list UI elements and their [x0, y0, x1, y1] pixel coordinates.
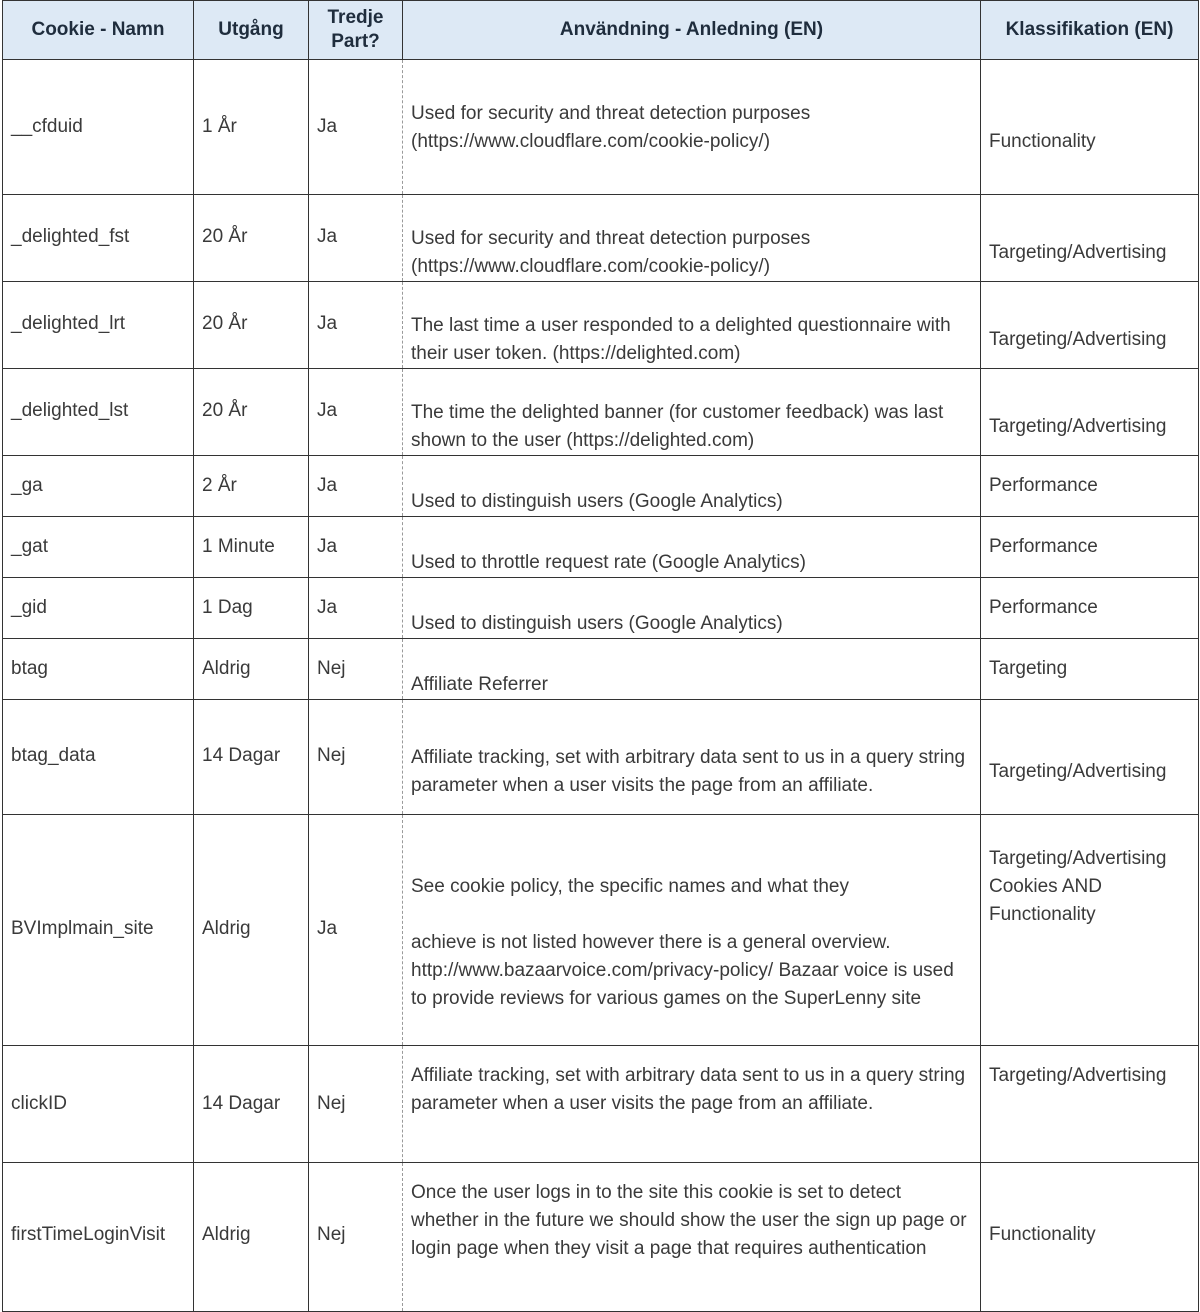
cookie-usage: Used for security and threat detection purposes (https://www.cloudflare.com/cookie-policy/)	[411, 228, 811, 277]
cookie-expiry: 20 År	[202, 313, 248, 334]
table-row	[3, 369, 1199, 456]
cookie-name: _delighted_lrt	[11, 313, 126, 334]
cell-classification	[981, 195, 1199, 282]
table-row	[3, 456, 1199, 517]
cell-usage	[403, 700, 981, 815]
cookie-usage: The time the delighted banner (for customer feedback) was last shown to the user (https://delighted.com)	[411, 402, 944, 451]
cookie-third-party: Nej	[317, 1093, 346, 1114]
cookie-table	[2, 0, 1199, 1312]
cell-third-party	[309, 195, 403, 282]
cell-usage	[403, 578, 981, 639]
cell-third-party	[309, 815, 403, 1046]
cookie-usage: Affiliate tracking, set with arbitrary data sent to us in a query string parameter when a user visits the page from an affiliate.	[411, 747, 966, 796]
cell-name	[3, 700, 194, 815]
cell-usage	[403, 456, 981, 517]
cookie-expiry: 14 Dagar	[202, 1093, 281, 1114]
cookie-expiry: 1 År	[202, 116, 237, 137]
cookie-third-party: Nej	[317, 745, 346, 766]
cell-classification	[981, 369, 1199, 456]
cell-third-party	[309, 639, 403, 700]
cell-usage	[403, 639, 981, 700]
cell-name	[3, 369, 194, 456]
cell-classification	[981, 517, 1199, 578]
cell-expiry	[194, 60, 309, 195]
cell-classification	[981, 1046, 1199, 1163]
cookie-classification: Performance	[989, 475, 1098, 496]
table-row	[3, 815, 1199, 1046]
header-expiry: Utgång	[194, 1, 309, 60]
cookie-name: firstTimeLoginVisit	[11, 1224, 166, 1245]
cookie-usage: Affiliate Referrer	[411, 674, 548, 695]
cell-usage	[403, 517, 981, 578]
cell-classification	[981, 1163, 1199, 1312]
cell-expiry	[194, 1046, 309, 1163]
cookie-expiry: 1 Minute	[202, 536, 275, 557]
cell-expiry	[194, 639, 309, 700]
cell-usage	[403, 195, 981, 282]
cookie-expiry: Aldrig	[202, 918, 251, 939]
cookie-classification: Targeting/Advertising	[989, 761, 1167, 782]
cookie-usage: Used to distinguish users (Google Analytics)	[411, 491, 783, 512]
header-third-party-line1: Tredje	[327, 7, 384, 28]
cookie-usage: Used for security and threat detection purposes (https://www.cloudflare.com/cookie-policy/)	[411, 103, 811, 152]
cookie-third-party: Ja	[317, 475, 338, 496]
cell-usage	[403, 1046, 981, 1163]
cell-third-party	[309, 1163, 403, 1312]
cell-third-party	[309, 700, 403, 815]
cookie-usage: Once the user logs in to the site this cookie is set to detect whether in the future we should show the user the sign up page or login page when they visit a page that requires authentication	[411, 1182, 967, 1259]
cookie-third-party: Ja	[317, 918, 338, 939]
table-header-row	[3, 1, 1199, 60]
cell-expiry	[194, 456, 309, 517]
table-row	[3, 517, 1199, 578]
cookie-name: _ga	[11, 475, 43, 496]
cookie-usage: Used to distinguish users (Google Analytics)	[411, 613, 783, 634]
cell-third-party	[309, 517, 403, 578]
cell-name	[3, 517, 194, 578]
cookie-third-party: Ja	[317, 400, 338, 421]
cell-third-party	[309, 578, 403, 639]
cell-third-party	[309, 60, 403, 195]
cell-classification	[981, 60, 1199, 195]
cell-usage	[403, 60, 981, 195]
cell-name	[3, 639, 194, 700]
cookie-third-party: Ja	[317, 313, 338, 334]
table-row	[3, 578, 1199, 639]
cell-third-party	[309, 282, 403, 369]
cell-classification	[981, 282, 1199, 369]
cookie-classification: Functionality	[989, 131, 1096, 152]
cell-classification	[981, 639, 1199, 700]
header-classification: Klassifikation (EN)	[981, 1, 1199, 60]
cookie-expiry: 1 Dag	[202, 597, 253, 618]
cell-expiry	[194, 282, 309, 369]
cell-name	[3, 60, 194, 195]
cell-third-party	[309, 456, 403, 517]
cookie-expiry: Aldrig	[202, 1224, 251, 1245]
cookie-third-party: Ja	[317, 597, 338, 618]
header-cookie-name: Cookie - Namn	[3, 1, 194, 60]
cell-classification	[981, 700, 1199, 815]
cell-name	[3, 1046, 194, 1163]
table-row	[3, 1163, 1199, 1312]
table-row	[3, 195, 1199, 282]
cookie-classification: Targeting/Advertising	[989, 242, 1167, 263]
cookie-usage-line1: See cookie policy, the specific names and what they	[411, 876, 849, 897]
cookie-name: btag	[11, 658, 48, 679]
cookie-usage: Affiliate tracking, set with arbitrary data sent to us in a query string parameter when a user visits the page from an affiliate.	[411, 1065, 966, 1114]
cell-expiry	[194, 195, 309, 282]
cookie-classification: Targeting/Advertising	[989, 416, 1167, 437]
cell-usage	[403, 1163, 981, 1312]
header-third-party	[309, 1, 403, 60]
cookie-classification: Targeting/Advertising	[989, 1065, 1167, 1086]
cell-name	[3, 456, 194, 517]
cell-usage	[403, 815, 981, 1046]
cookie-third-party: Nej	[317, 658, 346, 679]
cell-name	[3, 578, 194, 639]
cookie-expiry: Aldrig	[202, 658, 251, 679]
cookie-usage: Used to throttle request rate (Google Analytics)	[411, 552, 806, 573]
header-usage: Användning - Anledning (EN)	[403, 1, 981, 60]
cell-name	[3, 195, 194, 282]
cell-name	[3, 282, 194, 369]
cookie-classification: Targeting/Advertising	[989, 329, 1167, 350]
cookie-name: btag_data	[11, 745, 96, 766]
cell-classification	[981, 578, 1199, 639]
cookie-third-party: Ja	[317, 116, 338, 137]
cookie-third-party: Ja	[317, 226, 338, 247]
cell-usage	[403, 369, 981, 456]
cookie-name: __cfduid	[11, 116, 83, 137]
cookie-usage-line2: achieve is not listed however there is a general overview. http://www.bazaarvoice.com/privacy-policy/ Bazaar voice is used to provide reviews for various games on the SuperLenny site	[411, 932, 954, 1009]
cell-name	[3, 1163, 194, 1312]
cell-third-party	[309, 1046, 403, 1163]
cookie-classification: Performance	[989, 536, 1098, 557]
cell-expiry	[194, 1163, 309, 1312]
cell-usage	[403, 282, 981, 369]
cookie-usage: The last time a user responded to a delighted questionnaire with their user token. (https://delighted.com)	[411, 315, 951, 364]
cookie-name: _gat	[11, 536, 48, 557]
cookie-classification: Targeting	[989, 658, 1068, 679]
cookie-expiry: 20 År	[202, 400, 248, 421]
cookie-expiry: 2 År	[202, 475, 237, 496]
table-row	[3, 639, 1199, 700]
cookie-third-party: Ja	[317, 536, 338, 557]
cell-classification	[981, 815, 1199, 1046]
table-row	[3, 700, 1199, 815]
cookie-name: _gid	[11, 597, 47, 618]
cookie-expiry: 14 Dagar	[202, 745, 281, 766]
cell-classification	[981, 456, 1199, 517]
cookie-name: _delighted_fst	[11, 226, 130, 247]
header-third-party-line2: Part?	[331, 31, 380, 52]
cell-expiry	[194, 578, 309, 639]
cookie-name: _delighted_lst	[11, 400, 129, 421]
cell-expiry	[194, 700, 309, 815]
cookie-third-party: Nej	[317, 1224, 346, 1245]
cell-third-party	[309, 369, 403, 456]
table-row	[3, 282, 1199, 369]
table-row	[3, 60, 1199, 195]
cookie-name: clickID	[11, 1093, 67, 1114]
cell-expiry	[194, 815, 309, 1046]
cell-expiry	[194, 369, 309, 456]
cookie-classification: Functionality	[989, 1224, 1096, 1245]
cell-name	[3, 815, 194, 1046]
cookie-expiry: 20 År	[202, 226, 248, 247]
cookie-classification: Targeting/Advertising Cookies AND Functionality	[989, 848, 1167, 925]
cookie-classification: Performance	[989, 597, 1098, 618]
cell-expiry	[194, 517, 309, 578]
cookie-name: BVImplmain_site	[11, 918, 154, 939]
table-row	[3, 1046, 1199, 1163]
